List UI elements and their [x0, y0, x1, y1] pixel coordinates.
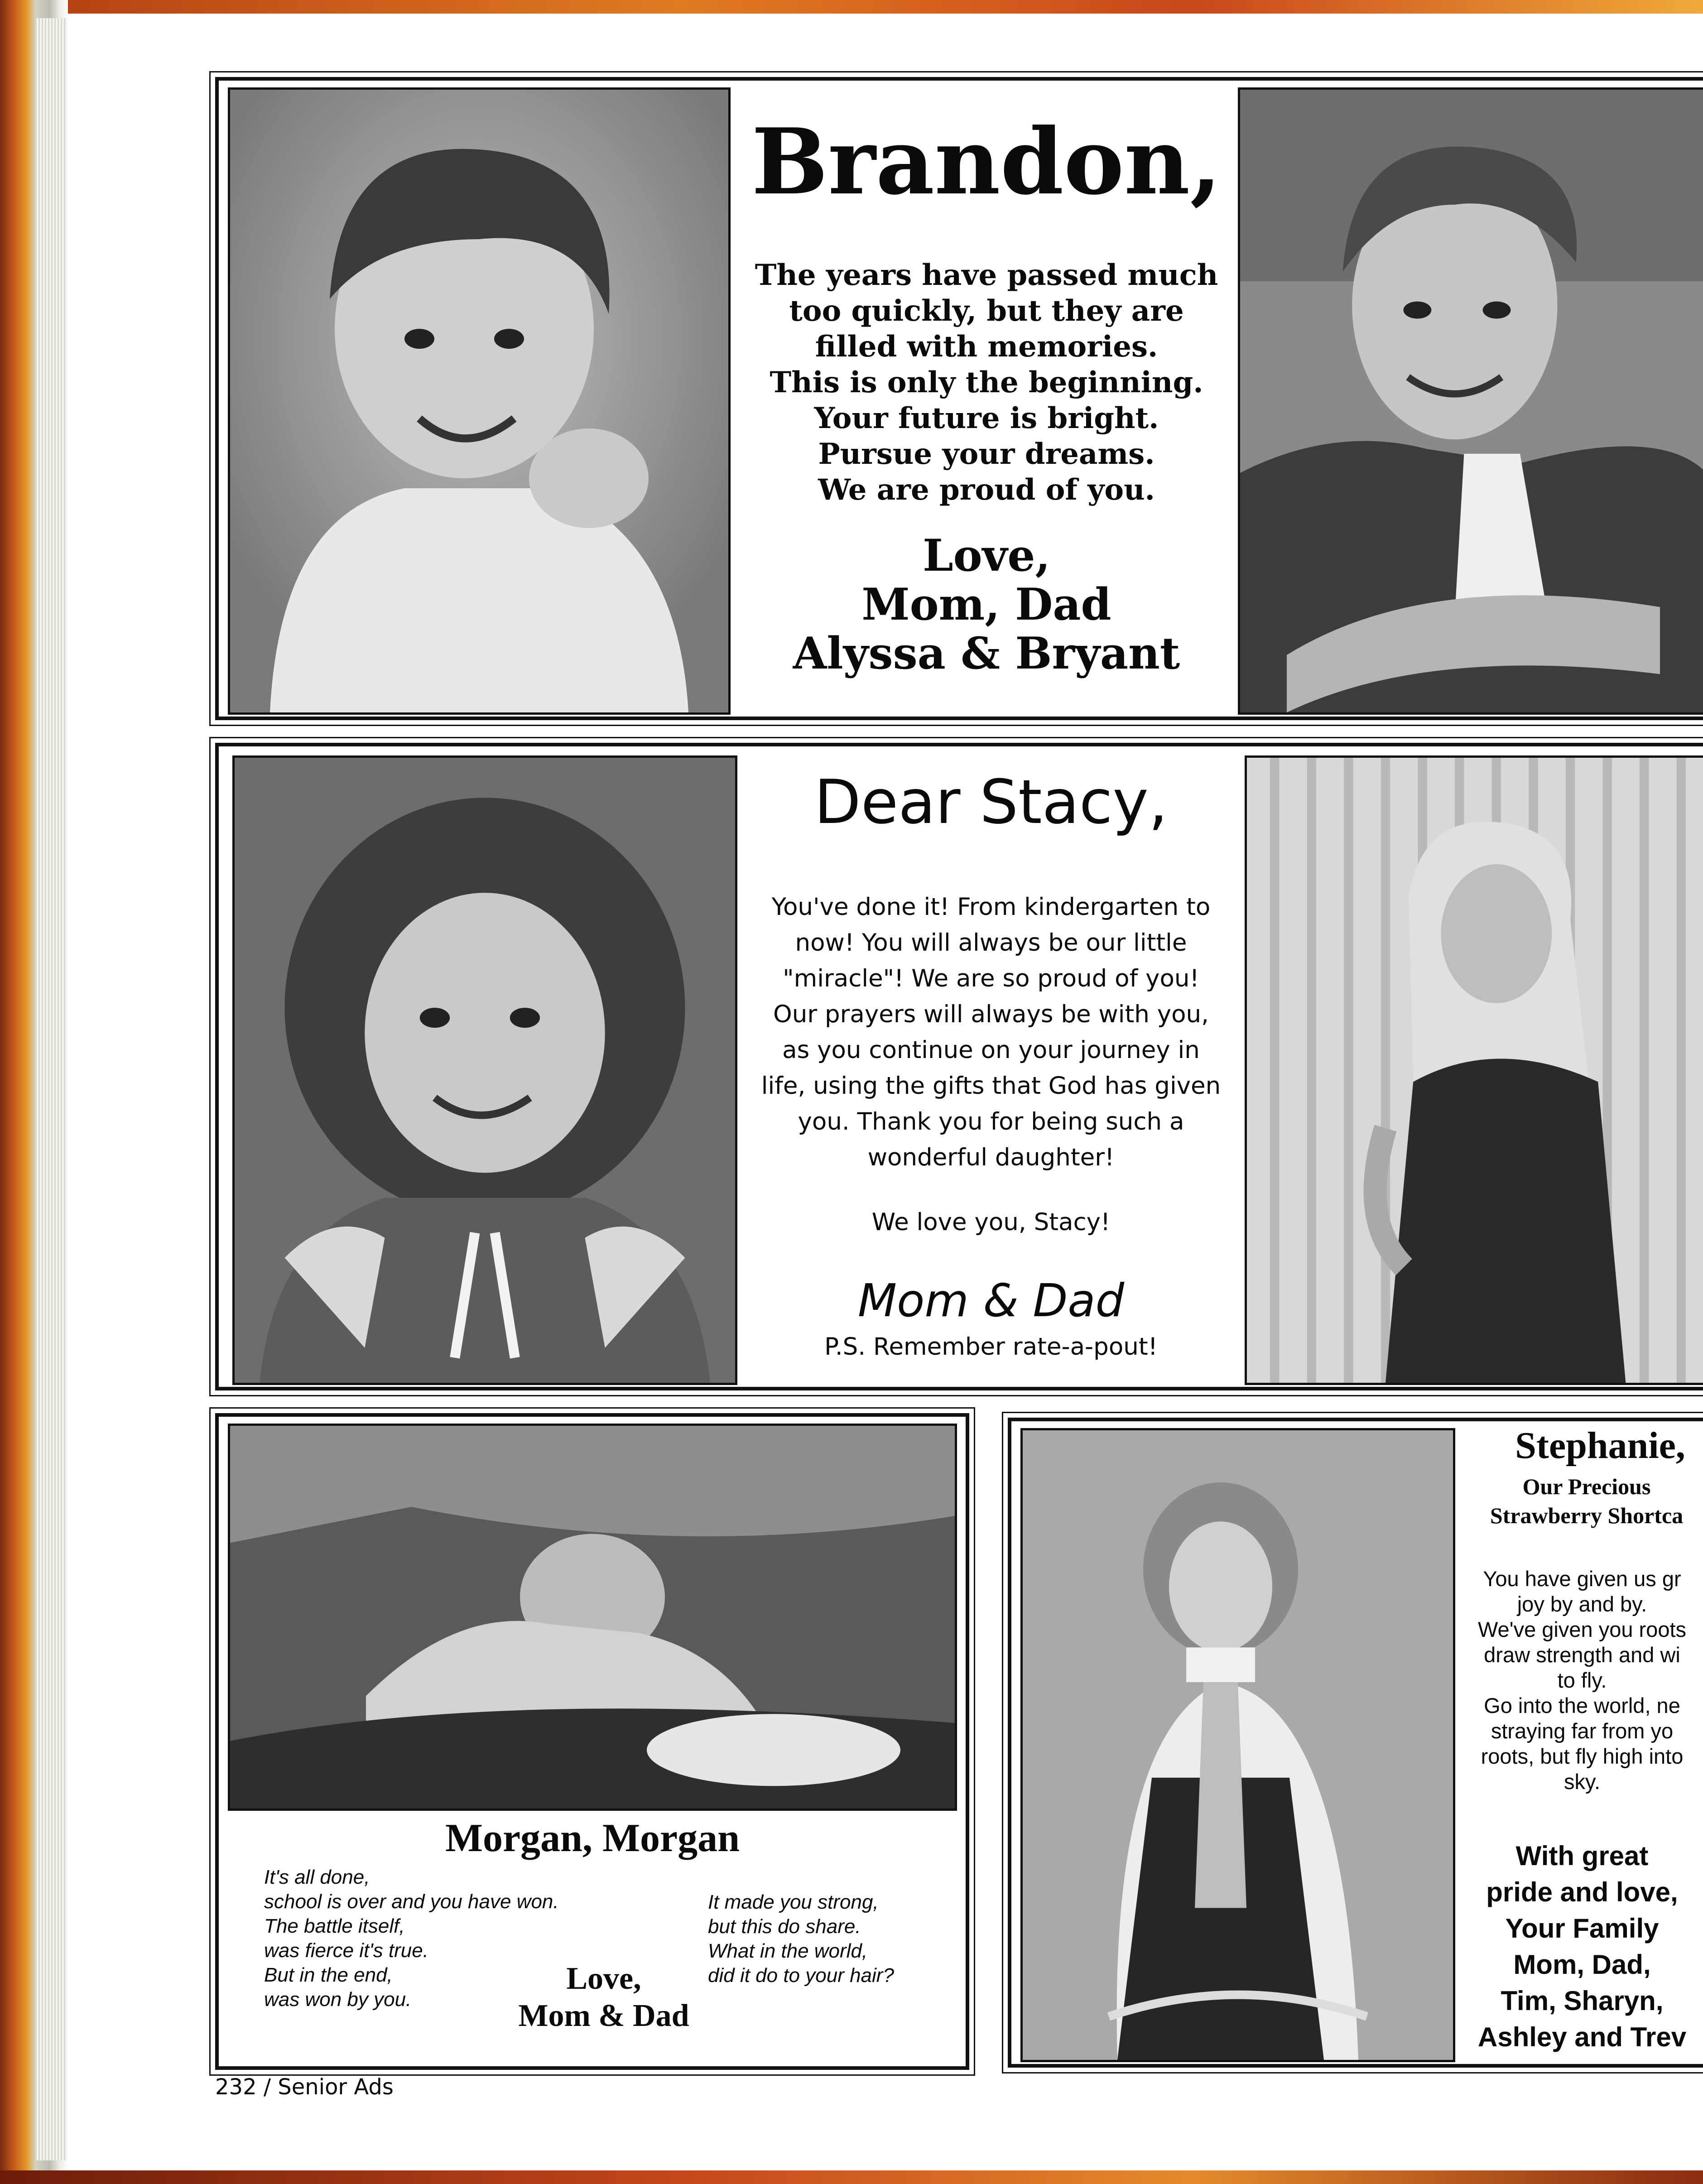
closing-line: Mom, Dad [861, 579, 1111, 630]
stacy-ps: P.S. Remember rate-a-pout! [824, 1333, 1158, 1361]
brandon-heading: Brandon, [751, 109, 1222, 215]
message-line: now! You will always be our little [795, 929, 1187, 957]
subtitle-line: Strawberry Shortca [1490, 1503, 1684, 1528]
message-line: roots, but fly high into [1481, 1744, 1684, 1768]
poem-line: was fierce it's true. [264, 1939, 428, 1962]
message-line: We are proud of you. [818, 473, 1155, 507]
message-line: too quickly, but they are [789, 294, 1184, 328]
message-line: filled with memories. [815, 330, 1158, 364]
poem-line: But in the end, [264, 1964, 393, 1986]
poem-line: The battle itself, [264, 1915, 405, 1937]
poem-line: was won by you. [264, 1988, 412, 2011]
morgan-closing [463, 1960, 744, 2035]
morgan-ad [215, 1413, 969, 2070]
message-line: to fly. [1557, 1668, 1607, 1692]
stephanie-heading: Stephanie, [1515, 1424, 1685, 1467]
stacy-signature: Mom & Dad [857, 1274, 1125, 1327]
message-line: draw strength and wi [1484, 1643, 1680, 1667]
stacy-ad [215, 743, 1703, 1390]
page-edges [35, 18, 67, 2160]
message-line: This is only the beginning. [770, 366, 1203, 399]
poem-line: school is over and you have won. [264, 1891, 559, 1913]
book-binding [0, 0, 68, 2184]
message-line: "miracle"! We are so proud of you! [783, 965, 1199, 992]
message-line: life, using the gifts that God has given [761, 1072, 1221, 1100]
stephanie-ad [1008, 1418, 1703, 2068]
closing-line: Mom & Dad [518, 1998, 689, 2033]
stephanie-closing [1460, 1838, 1703, 2055]
poem-line: but this do share. [708, 1915, 861, 1938]
message-line: Your future is bright. [814, 401, 1159, 435]
closing-line: Mom, Dad, [1513, 1949, 1651, 1980]
message-line: wonderful daughter! [867, 1144, 1115, 1171]
brandon-ad [215, 77, 1703, 720]
poem-line: It's all done, [264, 1866, 370, 1888]
stephanie-subtitle [1460, 1472, 1703, 1530]
message-line: as you continue on your journey in [782, 1036, 1200, 1064]
subtitle-line: Our Precious [1522, 1474, 1651, 1499]
poem-line: What in the world, [708, 1940, 868, 1962]
brandon-child-photo [228, 87, 731, 715]
closing-line: pride and love, [1486, 1877, 1678, 1907]
closing-line: Love, [566, 1961, 641, 1996]
message-line: you. Thank you for being such a [798, 1108, 1184, 1135]
message-line: Go into the world, ne [1484, 1693, 1680, 1717]
message-line: Our prayers will always be with you, [773, 1001, 1209, 1028]
closing-line: Alyssa & Bryant [793, 628, 1180, 679]
closing-line: With great [1515, 1841, 1649, 1871]
stacy-heading: Dear Stacy, [814, 767, 1168, 837]
closing-line: Tim, Sharyn, [1501, 1986, 1664, 2016]
brandon-senior-photo [1238, 87, 1703, 715]
morgan-photo [228, 1424, 957, 1811]
closing-line: Love, [923, 530, 1050, 581]
poem-line: did it do to your hair? [708, 1964, 894, 1987]
book-top-edge [0, 0, 1703, 14]
poem-line: It made you strong, [708, 1891, 879, 1913]
morgan-heading: Morgan, Morgan [445, 1816, 740, 1860]
stacy-message [744, 889, 1238, 1175]
message-line: joy by and by. [1517, 1592, 1647, 1616]
message-line: You've done it! From kindergarten to [771, 893, 1211, 921]
page-footer-label: 232 / Senior Ads [215, 2074, 394, 2100]
brandon-message [740, 257, 1233, 508]
book-bottom-edge [0, 2170, 1703, 2184]
morgan-poem-right [708, 1890, 962, 1988]
stacy-love-line: We love you, Stacy! [871, 1208, 1111, 1236]
message-line: straying far from yo [1491, 1719, 1674, 1743]
message-line: We've given you roots [1477, 1617, 1687, 1641]
brandon-closing [740, 531, 1233, 678]
stacy-child-photo [232, 755, 737, 1385]
message-line: sky. [1563, 1770, 1601, 1794]
closing-line: Ashley and Trev [1477, 2022, 1687, 2052]
stephanie-message [1460, 1566, 1703, 1794]
message-line: The years have passed much [755, 258, 1218, 292]
stacy-senior-photo [1245, 755, 1703, 1385]
message-line: You have given us gr [1483, 1567, 1681, 1591]
closing-line: Your Family [1505, 1913, 1659, 1943]
message-line: Pursue your dreams. [818, 437, 1155, 471]
stephanie-photo [1020, 1428, 1455, 2062]
